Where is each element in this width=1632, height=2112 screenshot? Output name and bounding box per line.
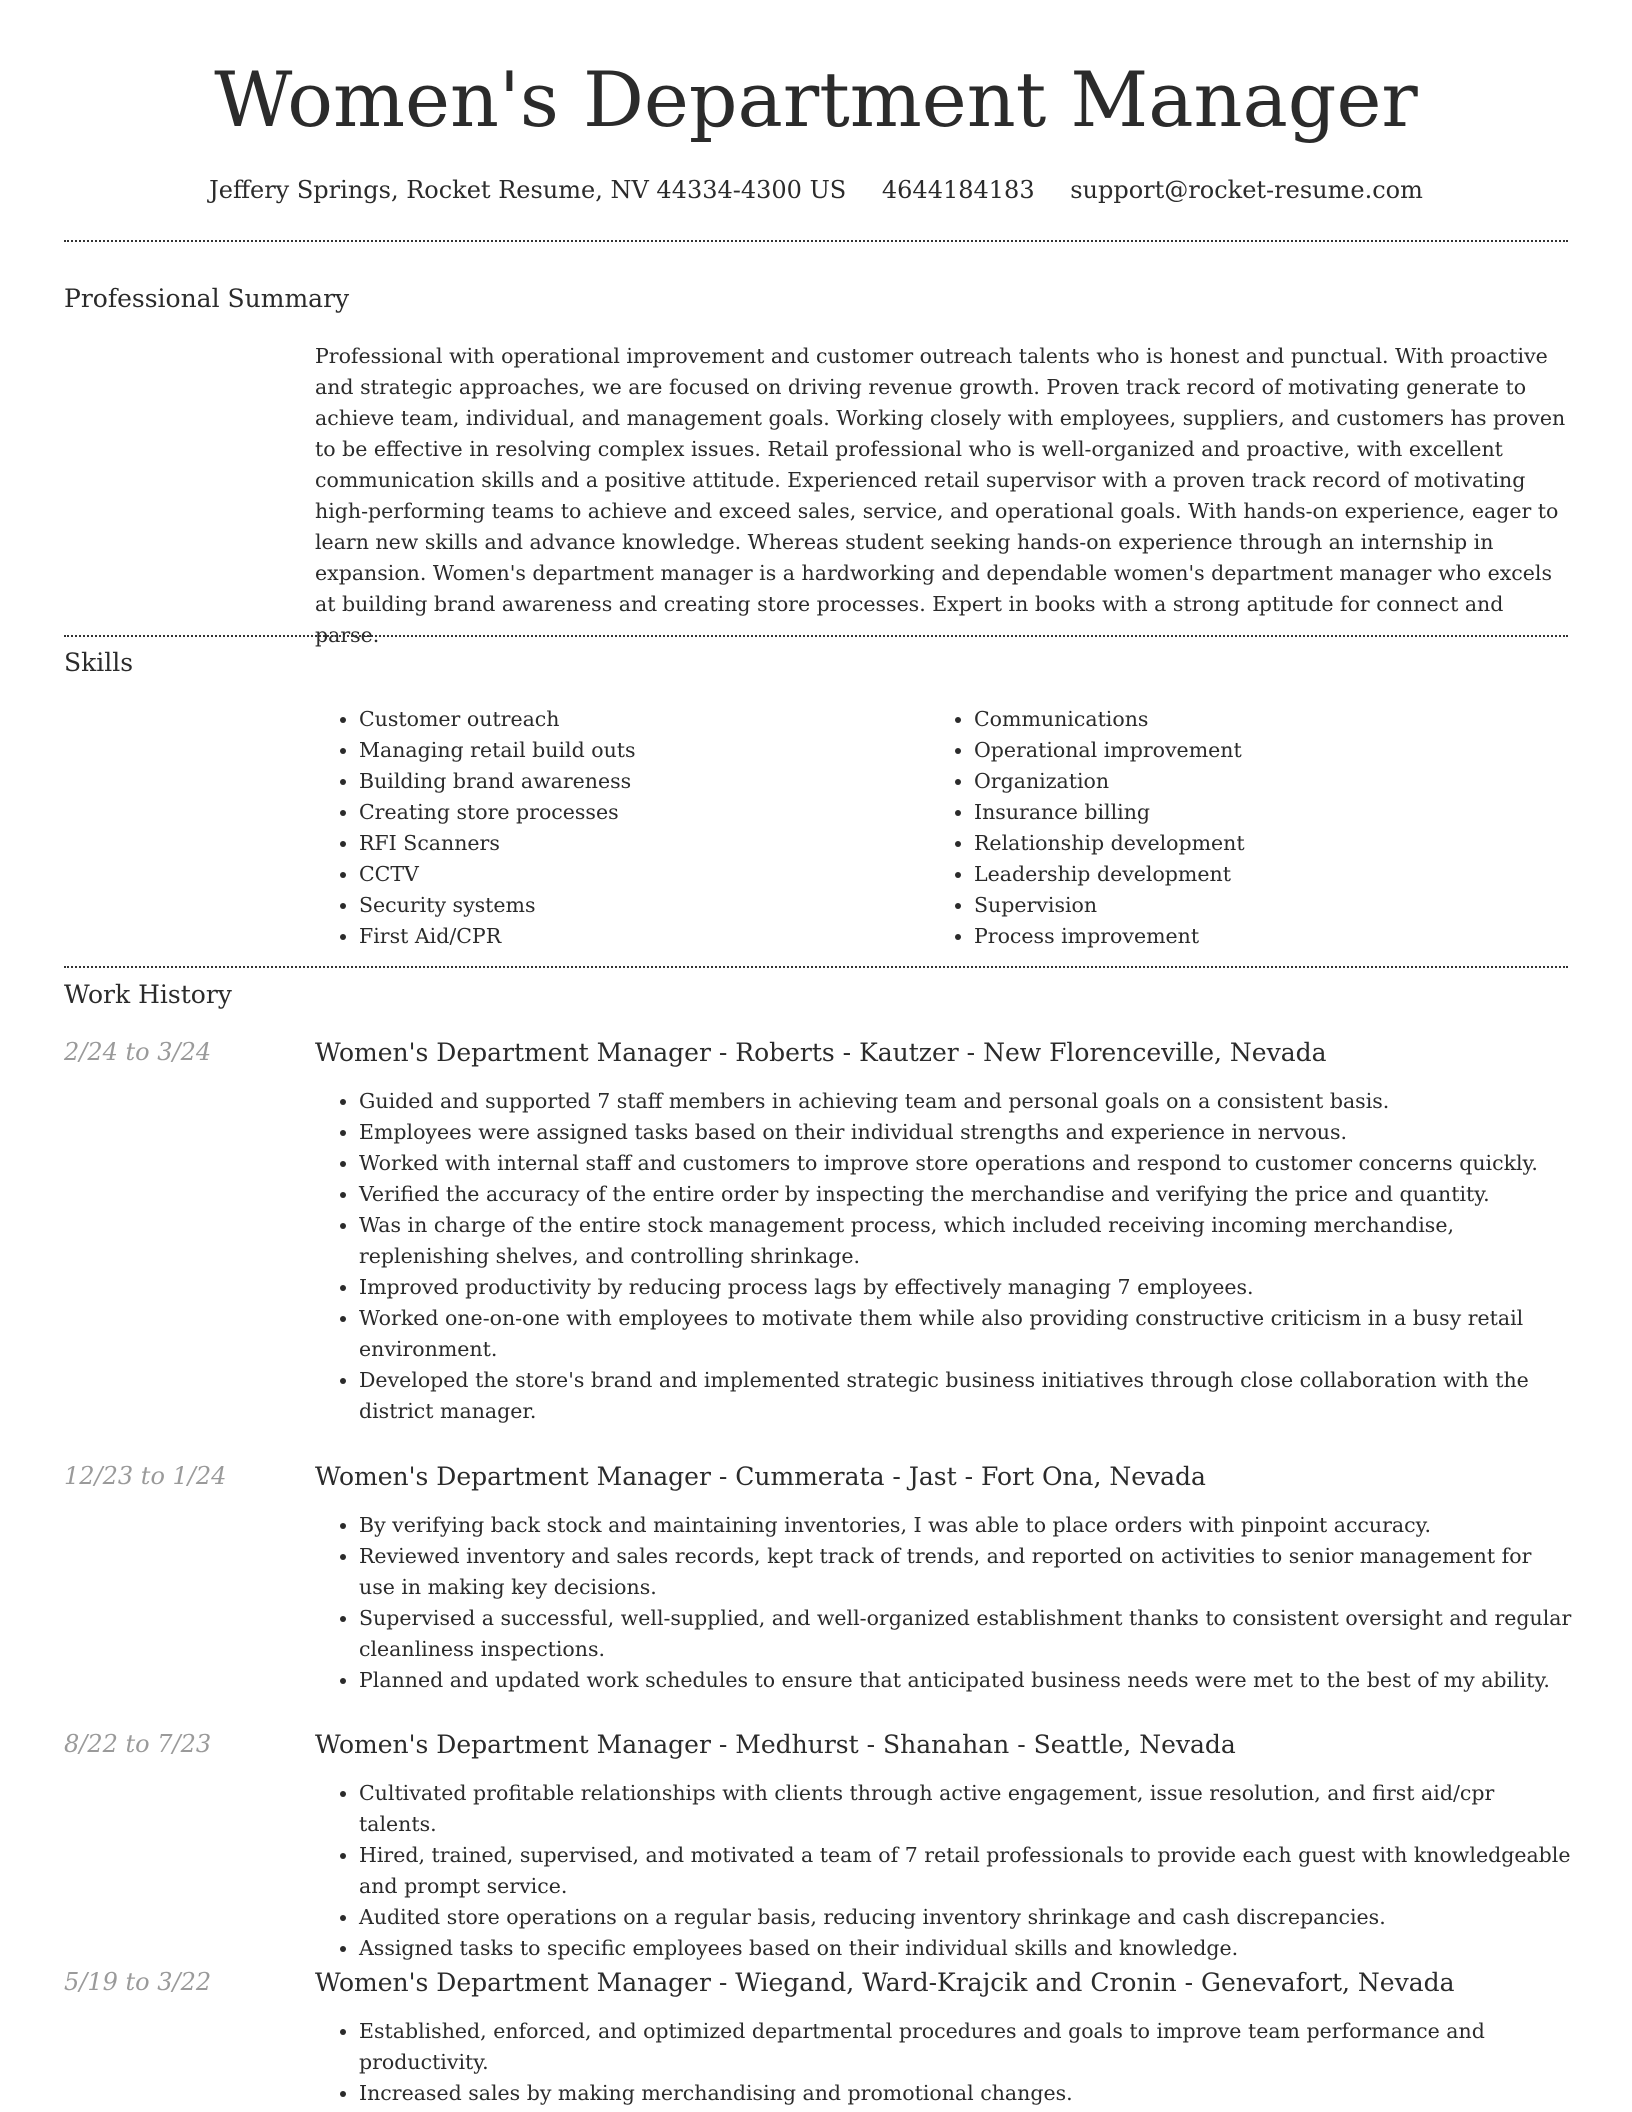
job-bullet: • Reviewed inventory and sales records, kept track of trends, and reported on activities to senior management for use in making key decisions. bbox=[359, 1541, 1573, 1603]
job-bullet: • Developed the store's brand and implemented strategic business initiatives through close collaboration with the district manager. bbox=[359, 1365, 1573, 1427]
job-dates: 2/24 to 3/24 bbox=[64, 1038, 212, 1066]
skill-item: • Leadership development bbox=[974, 859, 1530, 890]
job-bullet: • Employees were assigned tasks based on their individual strengths and experience in nervous. bbox=[359, 1117, 1573, 1148]
job-title: Women's Department Manager - Cummerata - Jast - Fort Ona, Nevada bbox=[315, 1462, 1206, 1491]
job-dates: 5/19 to 3/22 bbox=[64, 1968, 212, 1996]
job-title: Women's Department Manager - Roberts - Kautzer - New Florenceville, Nevada bbox=[315, 1038, 1327, 1067]
resume-page bbox=[64, 0, 1572, 2105]
contact-email: support@rocket-resume.com bbox=[1070, 176, 1423, 204]
resume-name: Women's Department Manager bbox=[214, 55, 1418, 144]
job-bullet: • Was in charge of the entire stock management process, which included receiving incoming merchandise, replenishing shelves, and controlling shrinkage. bbox=[359, 1210, 1573, 1272]
job-dates: 8/22 to 7/23 bbox=[64, 1730, 212, 1758]
job-dates: 12/23 to 1/24 bbox=[64, 1462, 227, 1490]
job-bullet: • Assigned tasks to specific employees based on their individual skills and knowledge. bbox=[359, 1933, 1573, 1964]
job-bullet: • Established, enforced, and optimized departmental procedures and goals to improve team performance and productivity. bbox=[359, 2016, 1573, 2078]
job-bullet: • Audited store operations on a regular basis, reducing inventory shrinkage and cash discrepancies. bbox=[359, 1902, 1573, 1933]
job-bullet: • By verifying back stock and maintaining inventories, I was able to place orders with pinpoint accuracy. bbox=[359, 1510, 1573, 1541]
skill-item: • Organization bbox=[974, 766, 1530, 797]
skills-heading: Skills bbox=[64, 648, 134, 677]
skills-column-left bbox=[315, 704, 915, 952]
job-bullet: • Increased sales by making merchandising and promotional changes. bbox=[359, 2078, 1573, 2109]
skill-item: • Managing retail build outs bbox=[359, 735, 915, 766]
divider-header bbox=[64, 240, 1568, 242]
job-title: Women's Department Manager - Wiegand, Ward-Krajcik and Cronin - Genevafort, Nevada bbox=[315, 1968, 1455, 1997]
skill-item: • Operational improvement bbox=[974, 735, 1530, 766]
skill-item: • RFI Scanners bbox=[359, 828, 915, 859]
job-bullets bbox=[315, 1778, 1573, 1964]
contact-phone: 4644184183 bbox=[881, 176, 1035, 204]
job-bullets bbox=[315, 1086, 1573, 1427]
job-bullet: • Guided and supported 7 staff members in achieving team and personal goals on a consistent basis. bbox=[359, 1086, 1573, 1117]
contact-line bbox=[64, 176, 1568, 204]
contact-address: Jeffery Springs, Rocket Resume, NV 44334-4300 US bbox=[209, 176, 847, 204]
skill-item: • Process improvement bbox=[974, 921, 1530, 952]
job-bullet: • Improved productivity by reducing process lags by effectively managing 7 employees. bbox=[359, 1272, 1573, 1303]
work-heading: Work History bbox=[64, 980, 232, 1009]
skill-item: • Supervision bbox=[974, 890, 1530, 921]
skill-item: • First Aid/CPR bbox=[359, 921, 915, 952]
job-bullet: • Worked one-on-one with employees to motivate them while also providing constructive criticism in a busy retail environment. bbox=[359, 1303, 1573, 1365]
job-bullet: • Hired, trained, supervised, and motivated a team of 7 retail professionals to provide each guest with knowledgeable and prompt service. bbox=[359, 1840, 1573, 1902]
skill-item: • Security systems bbox=[359, 890, 915, 921]
job-bullet: • Verified the accuracy of the entire order by inspecting the merchandise and verifying the price and quantity. bbox=[359, 1179, 1573, 1210]
skill-item: • Communications bbox=[974, 704, 1530, 735]
job-bullet: • Worked with internal staff and customers to improve store operations and respond to customer concerns quickly. bbox=[359, 1148, 1573, 1179]
job-title: Women's Department Manager - Medhurst - Shanahan - Seattle, Nevada bbox=[315, 1730, 1236, 1759]
job-bullet: • Cultivated profitable relationships with clients through active engagement, issue resolution, and first aid/cpr talents. bbox=[359, 1778, 1573, 1840]
job-bullets bbox=[315, 1510, 1573, 1696]
summary-heading: Professional Summary bbox=[64, 284, 350, 313]
skill-item: • Relationship development bbox=[974, 828, 1530, 859]
skill-item: • Creating store processes bbox=[359, 797, 915, 828]
skill-item: • Insurance billing bbox=[974, 797, 1530, 828]
skill-item: • CCTV bbox=[359, 859, 915, 890]
divider-skills bbox=[64, 966, 1568, 968]
skills-column-right bbox=[930, 704, 1530, 952]
job-bullet: • Supervised a successful, well-supplied, and well-organized establishment thanks to consistent oversight and regular cleanliness inspections. bbox=[359, 1603, 1573, 1665]
job-bullet: • Planned and updated work schedules to ensure that anticipated business needs were met to the best of my ability. bbox=[359, 1665, 1573, 1696]
skill-item: • Customer outreach bbox=[359, 704, 915, 735]
divider-summary bbox=[64, 635, 1568, 637]
skill-item: • Building brand awareness bbox=[359, 766, 915, 797]
summary-text: Professional with operational improvement and customer outreach talents who is honest and punctual. With proactive and strategic approaches, we are focused on driving revenue growth. Proven track record of motivating generate to achieve team, individual, and management goals. Working closely with employees, suppliers, and customers has proven to be effective in resolving complex issues. Retail professional who is well-organized and proactive, with excellent communication skills and a positive attitude. Experienced retail supervisor with a proven track record of motivating high-performing teams to achieve and exceed sales, service, and operational goals. With hands-on experience, eager to learn new skills and advance knowledge. Whereas student seeking hands-on experience through an internship in expansion. Women's department manager is a hardworking and dependable women's department manager who excels at building brand awareness and creating store processes. Expert in books with a strong aptitude for connect and parse. bbox=[315, 344, 1566, 647]
job-bullets bbox=[315, 2016, 1573, 2109]
